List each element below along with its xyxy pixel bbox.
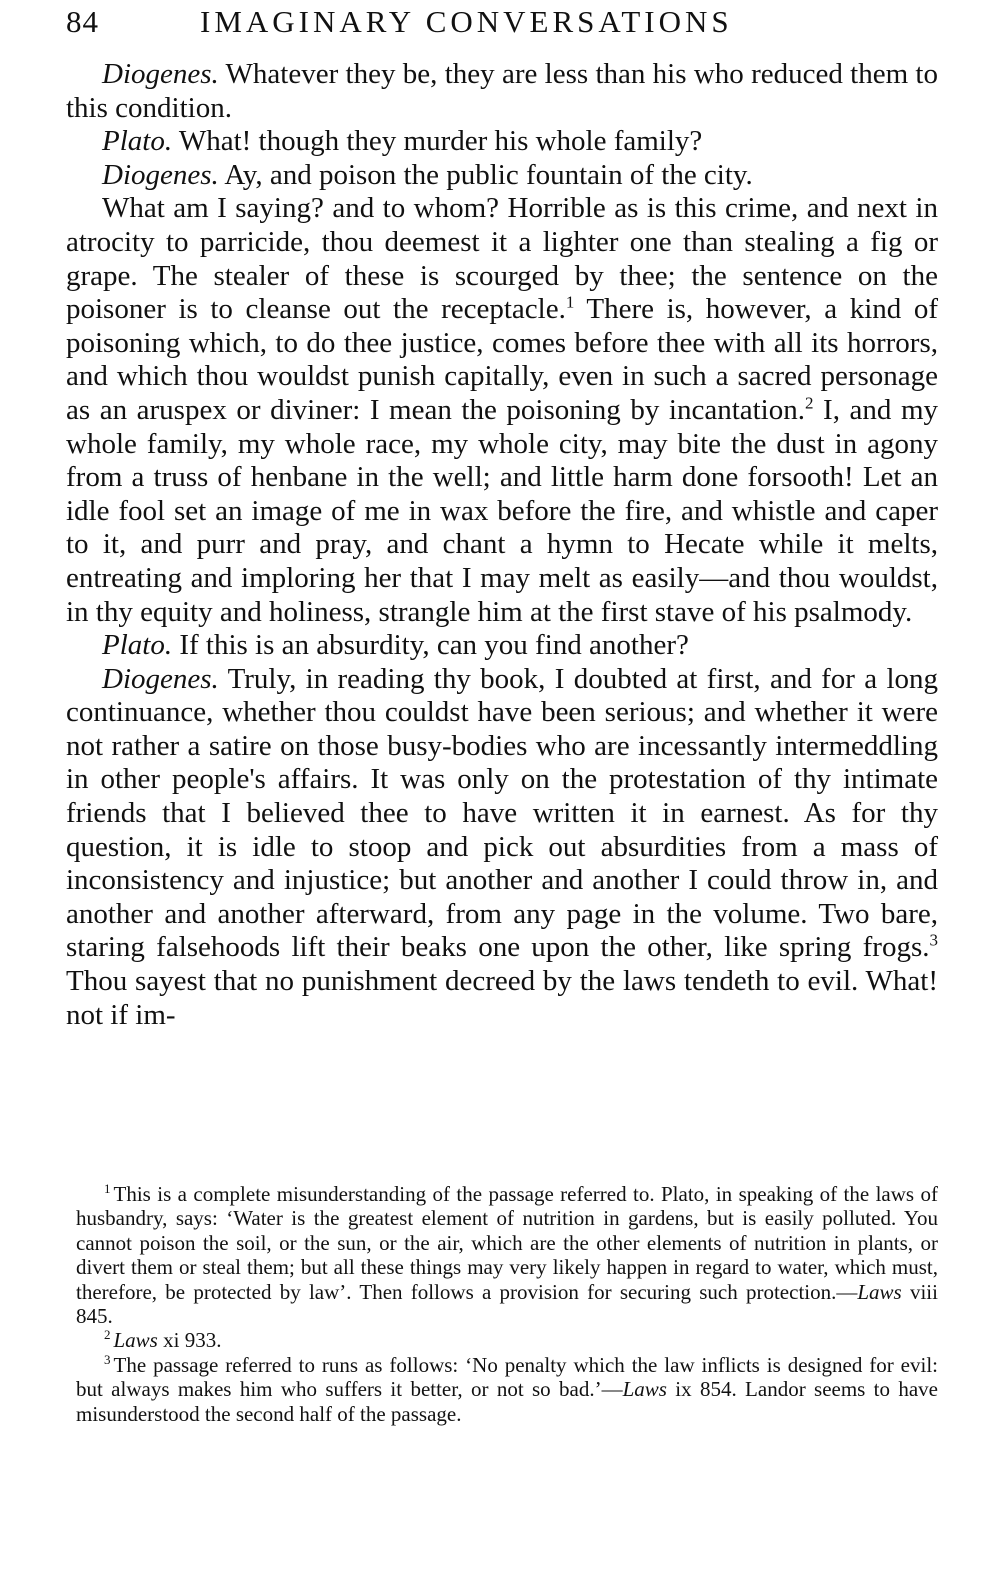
running-title: IMAGINARY CONVERSATIONS: [200, 4, 733, 39]
speech-text: If this is an absurdity, can you find another?: [172, 629, 689, 662]
paragraph-diogenes-1: [66, 58, 938, 125]
page-number: 84: [66, 4, 99, 39]
footnote-mark: 2: [104, 1327, 111, 1343]
footnote-3: [76, 1353, 938, 1426]
paragraph-plato-2: [66, 629, 938, 663]
speech-text: Truly, in reading thy book, I doubted at first, and for a long continuance, whether thou couldst have been serious; and whether it were not rather a satire on those busy-bodies who are incessantly intermeddling in other people's affairs. It was only on the protestation of thy intimate friends that I believed thee to have written it in earnest. As for thy question, it is idle to stoop and pick out absurdities from a mass of inconsistency and injustice; but another and another I could throw in, and another and another afterward, from any page in the volume. Two bare, staring falsehoods lift their beaks one upon the other, like spring frogs.: [66, 662, 938, 964]
footnote-citation: viii 845.: [76, 1279, 938, 1329]
speaker-name: Diogenes.: [102, 158, 219, 191]
speech-text: What am I saying? and to whom? Horrible as is this crime, and next in atrocity to parricide, thou deemest it a lighter one than stealing a fig or grape. The stealer of these is scourged by thee; the sentence on the poisoner is to cleanse out the receptacle.: [66, 192, 938, 326]
paragraph-plato-1: [66, 125, 938, 159]
speech-text: There is, however, a kind of poisoning which, to do thee justice, comes before thee with all its horrors, and which thou wouldst punish capitally, even in such a sacred personage as an aruspex or diviner: I mean the poisoning by incantation.: [66, 293, 939, 426]
paragraph-diogenes-2: [66, 159, 938, 193]
speech-text: I, and my whole family, my whole race, my whole city, may bite the dust in agony from a truss of henbane in the well; and little harm done forsooth! Let an idle fool set an image of me in wax before the fire, and whistle and caper to it, and purr and pray, and chant a hymn to Hecate while it melts, entreating and imploring her that I may melt as easily—and thou wouldst, in thy equity and holiness, strangle him at the first stave of his psalmody.: [66, 393, 938, 628]
footnote-mark: 3: [104, 1351, 111, 1367]
speech-text: Ay, and poison the public fountain of the city.: [218, 158, 753, 191]
speaker-name: Diogenes.: [102, 58, 219, 90]
paragraph-diogenes-continued: [66, 192, 938, 629]
paragraph-diogenes-3: [66, 663, 938, 1033]
footnote-ref-2: 2: [805, 393, 814, 413]
footnote-ref-1: 1: [565, 292, 575, 312]
speaker-name: Diogenes.: [102, 662, 219, 695]
speech-text: What! though they murder his whole family?: [172, 125, 703, 158]
footnote-text: This is a complete misunderstanding of the passage referred to. Plato, in speaking of the laws of husbandry, says: ‘Water is the greatest element of nutrition in gardens, but is easily polluted. You cannot poison the soil, or the sun, or the air, which are the other elements of nutrition in plants, or divert them or steal them; but all these things may very likely happen in regard to water, which must, therefore, be protected by law’. Then follows a provision for securing such protection.—: [76, 1182, 938, 1304]
speaker-name: Plato.: [102, 629, 173, 662]
footnote-ref-3: 3: [929, 930, 938, 950]
running-head: [66, 2, 946, 42]
footnote-source: Laws: [113, 1328, 158, 1353]
main-text: [66, 58, 938, 1032]
speech-text: Whatever they be, they are less than his who reduced them to this condition.: [66, 58, 938, 124]
speech-text: Thou sayest that no punishment decreed by the laws tendeth to evil. What! not if im-: [66, 965, 938, 1031]
footnote-1: [76, 1182, 938, 1328]
footnote-mark: 1: [104, 1181, 111, 1196]
footnote-source: Laws: [622, 1377, 667, 1402]
footnote-source: Laws: [857, 1279, 902, 1304]
footnote-text: The passage referred to runs as follows: ‘No penalty which the law inflicts is designed for evil: but always makes him who suffers it better, or not so bad.’—: [76, 1352, 938, 1402]
speaker-name: Plato.: [102, 125, 173, 158]
footnote-text: ix 854. Landor seems to have misunderstood the second half of the passage.: [76, 1377, 938, 1426]
footnote-2: [76, 1328, 938, 1352]
footnote-citation: xi 933.: [157, 1328, 222, 1353]
footnotes: [76, 1182, 938, 1426]
